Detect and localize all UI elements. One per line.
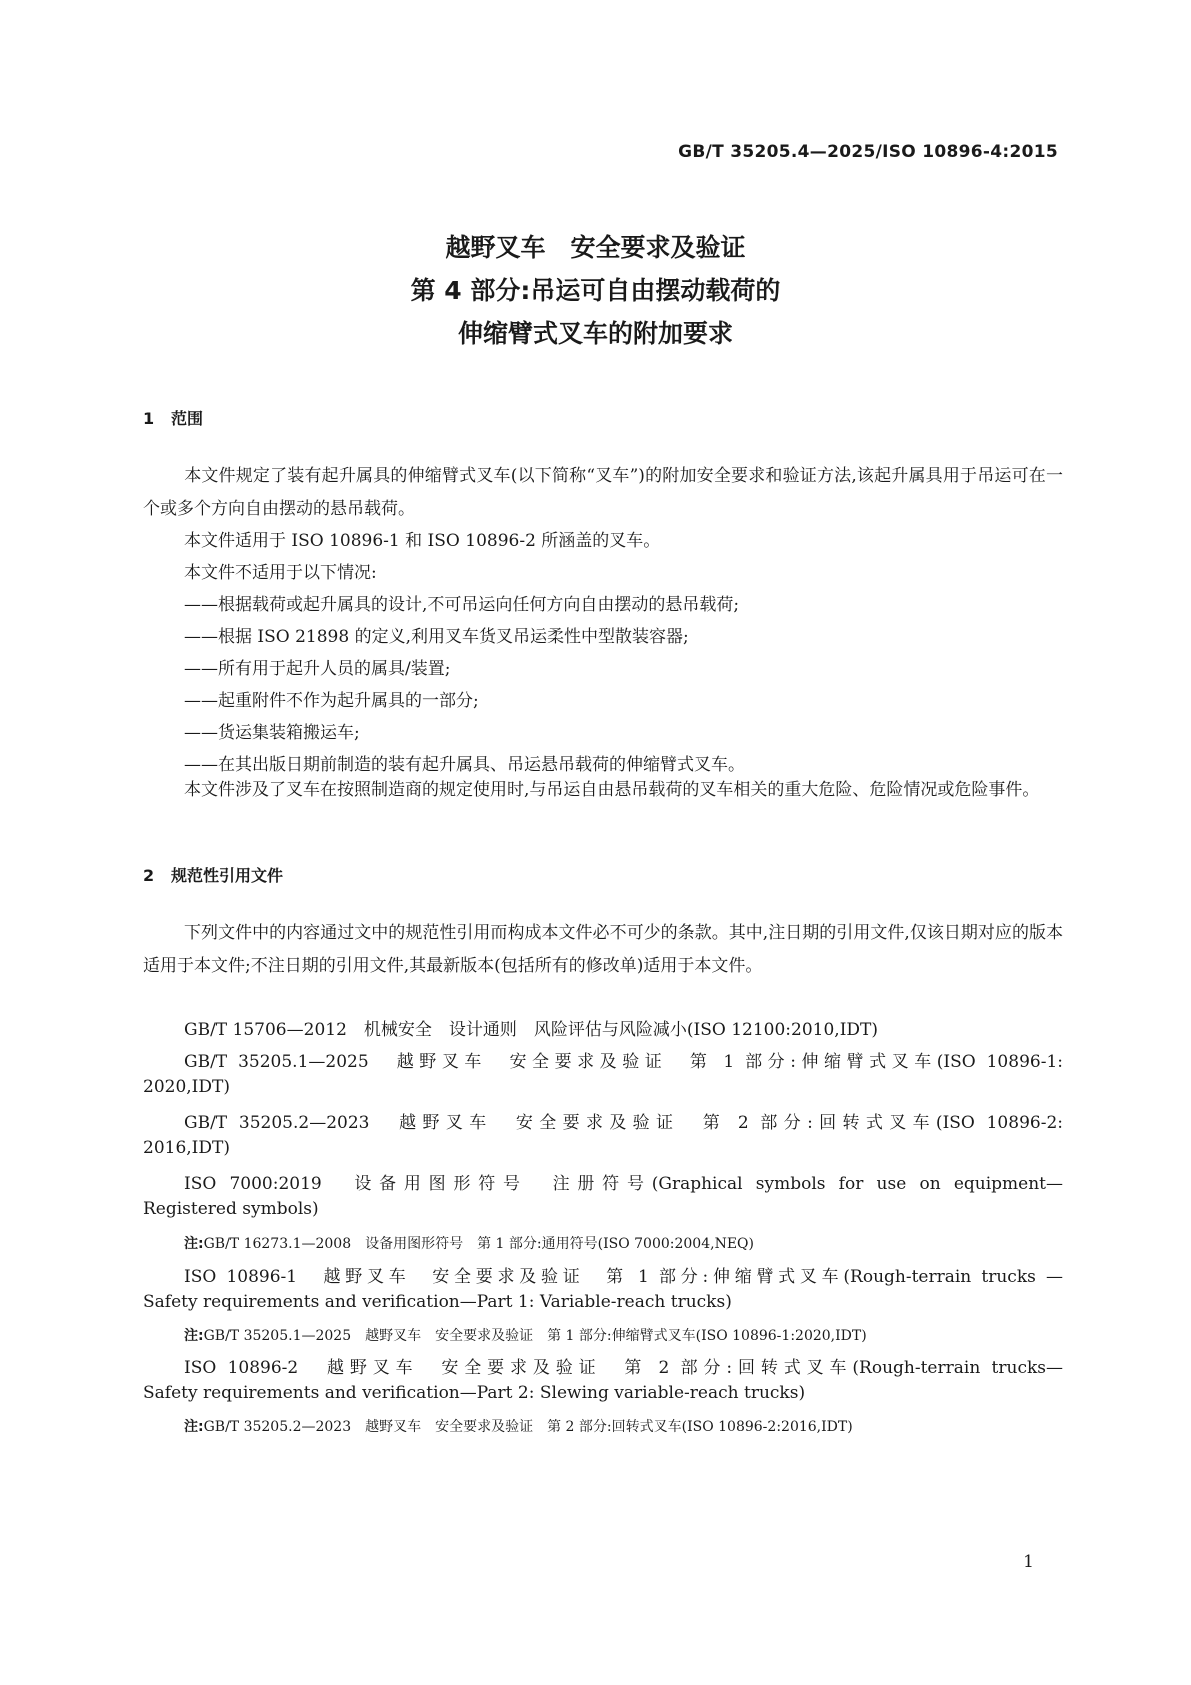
note-text: GB/T 35205.2—2023 越野叉车 安全要求及验证 第 2 部分:回转式叉车(ISO 10896-2:2016,IDT) xyxy=(203,1419,853,1435)
note xyxy=(184,1233,754,1253)
section-1-paragraph-3: 本文件不适用于以下情况: xyxy=(184,563,377,583)
reference-item: ISO 7000:2019 设备用图形符号 注册符号(Graphical symbols for use on equipment— xyxy=(184,1174,1063,1194)
title-line-3: 伸缩臂式叉车的附加要求 xyxy=(457,319,733,348)
reference-item: ISO 10896-2 越野叉车 安全要求及验证 第 2 部分:回转式叉车(Rough-terrain trucks— xyxy=(184,1358,1063,1378)
list-item: ——起重附件不作为起升属具的一部分; xyxy=(184,691,479,711)
section-2-intro xyxy=(143,917,1063,982)
section-title: 范围 xyxy=(171,409,204,428)
note xyxy=(184,1416,853,1436)
paragraph-text: 本文件规定了装有起升属具的伸缩臂式叉车(以下简称“叉车”)的附加安全要求和验证方法,该起升属具用于吊运可在一个或多个方向自由摆动的悬吊载荷。 xyxy=(143,466,1063,519)
reference-item-continued: 2020,IDT) xyxy=(143,1077,230,1097)
section-1-paragraph-2: 本文件适用于 ISO 10896-1 和 ISO 10896-2 所涵盖的叉车。 xyxy=(184,531,661,551)
section-2-heading xyxy=(143,863,283,886)
reference-item: GB/T 15706—2012 机械安全 设计通则 风险评估与风险减小(ISO 12100:2010,IDT) xyxy=(184,1020,879,1040)
section-1-paragraph-1 xyxy=(143,460,1063,525)
list-item: ——货运集装箱搬运车; xyxy=(184,723,360,743)
section-title: 规范性引用文件 xyxy=(171,866,284,885)
note-text: GB/T 35205.1—2025 越野叉车 安全要求及验证 第 1 部分:伸缩臂式叉车(ISO 10896-1:2020,IDT) xyxy=(203,1328,867,1344)
note-label: 注: xyxy=(184,1328,204,1344)
reference-item-continued: Safety requirements and verification—Part 2: Slewing variable-reach trucks) xyxy=(143,1383,806,1403)
note xyxy=(184,1325,867,1345)
reference-item: ISO 10896-1 越野叉车 安全要求及验证 第 1 部分:伸缩臂式叉车(Rough-terrain trucks — xyxy=(184,1267,1063,1287)
section-number: 1 xyxy=(143,409,155,428)
note-label: 注: xyxy=(184,1236,204,1252)
paragraph-text: 下列文件中的内容通过文中的规范性引用而构成本文件必不可少的条款。其中,注日期的引用文件,仅该日期对应的版本适用于本文件;不注日期的引用文件,其最新版本(包括所有的修改单)适用于本文件。 xyxy=(143,923,1063,976)
reference-item-continued: Safety requirements and verification—Part 1: Variable-reach trucks) xyxy=(143,1292,732,1312)
list-item: ——所有用于起升人员的属具/装置; xyxy=(184,659,451,679)
list-item: ——在其出版日期前制造的装有起升属具、吊运悬吊载荷的伸缩臂式叉车。 xyxy=(184,755,745,775)
standard-code: GB/T 35205.4—2025/ISO 10896-4:2015 xyxy=(678,142,1058,162)
reference-item-continued: 2016,IDT) xyxy=(143,1138,230,1158)
list-item: ——根据载荷或起升属具的设计,不可吊运向任何方向自由摆动的悬吊载荷; xyxy=(184,595,740,615)
reference-item: GB/T 35205.2—2023 越野叉车 安全要求及验证 第 2 部分:回转式叉车(ISO 10896-2: xyxy=(184,1113,1063,1133)
paragraph-text: 本文件涉及了叉车在按照制造商的规定使用时,与吊运自由悬吊载荷的叉车相关的重大危险、危险情况或危险事件。 xyxy=(184,780,1040,800)
title-line-1: 越野叉车 安全要求及验证 xyxy=(445,233,746,262)
section-number: 2 xyxy=(143,866,155,885)
page-number: 1 xyxy=(1023,1552,1034,1572)
section-1-paragraph-4 xyxy=(143,774,1063,807)
note-label: 注: xyxy=(184,1419,204,1435)
reference-item-continued: Registered symbols) xyxy=(143,1199,319,1219)
section-1-heading xyxy=(143,406,203,429)
list-item: ——根据 ISO 21898 的定义,利用叉车货叉吊运柔性中型散装容器; xyxy=(184,627,689,647)
title-line-2: 第 4 部分:吊运可自由摆动载荷的 xyxy=(410,276,781,305)
reference-item: GB/T 35205.1—2025 越野叉车 安全要求及验证 第 1 部分:伸缩臂式叉车(ISO 10896-1: xyxy=(184,1052,1063,1072)
note-text: GB/T 16273.1—2008 设备用图形符号 第 1 部分:通用符号(ISO 7000:2004,NEQ) xyxy=(203,1236,754,1252)
